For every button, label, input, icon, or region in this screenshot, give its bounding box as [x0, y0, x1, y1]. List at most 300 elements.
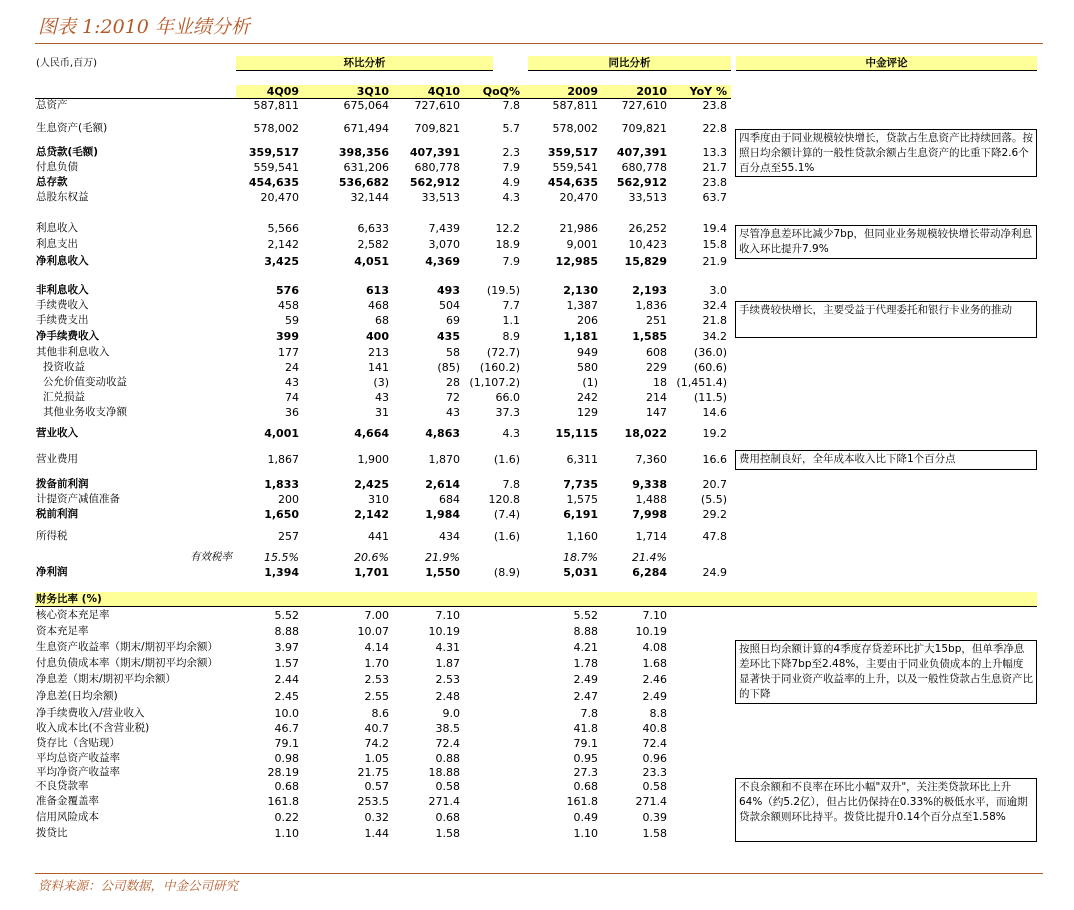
ratio-cell: 79.1	[274, 737, 299, 750]
table-cell: (160.2)	[479, 361, 520, 374]
table-cell: 5,566	[267, 222, 299, 235]
table-cell: 66.0	[495, 391, 520, 404]
ratio-cell: 0.58	[642, 780, 667, 793]
table-cell: 1,870	[428, 453, 460, 466]
table-cell: 14.6	[702, 406, 727, 419]
table-cell: 9,338	[632, 478, 667, 491]
page-title: 图表 1:2010 年业绩分析	[38, 16, 250, 38]
row-label: 计提资产减值准备	[36, 493, 120, 505]
table-cell: 23.8	[702, 176, 727, 189]
table-cell: 7.8	[502, 99, 520, 112]
table-cell: 398,356	[338, 146, 389, 159]
ratio-section-title: 财务比率 (%)	[36, 593, 102, 605]
table-cell: 19.2	[702, 427, 727, 440]
table-cell: 31	[375, 406, 389, 419]
table-cell: 28	[446, 376, 460, 389]
table-cell: (1.6)	[493, 530, 520, 543]
ratio-cell: 1.70	[364, 657, 389, 670]
table-cell: 2,130	[563, 284, 598, 297]
table-cell: 1,550	[425, 566, 460, 579]
ratio-cell: 7.10	[642, 609, 667, 622]
row-label: 其他业务收支净额	[43, 406, 127, 418]
table-cell: (19.5)	[486, 284, 520, 297]
table-cell: 458	[278, 299, 299, 312]
ratio-cell: 40.8	[642, 722, 667, 735]
ratio-cell: 40.7	[364, 722, 389, 735]
ratio-cell: 1.10	[274, 827, 299, 840]
ratio-cell: 10.19	[635, 625, 667, 638]
ratio-cell: 8.88	[274, 625, 299, 638]
table-cell: 74	[285, 391, 299, 404]
row-label: 总存款	[36, 176, 68, 188]
row-label: 非利息收入	[36, 284, 89, 296]
table-cell: 34.2	[702, 330, 727, 343]
ratio-cell: 46.7	[274, 722, 299, 735]
table-cell: 4,001	[264, 427, 299, 440]
row-label: 手续费支出	[36, 314, 89, 326]
table-cell: 6,633	[357, 222, 389, 235]
ratio-cell: 1.87	[435, 657, 460, 670]
row-label: 总资产	[36, 99, 68, 111]
ratio-cell: 10.19	[428, 625, 460, 638]
footer-rule	[35, 873, 1043, 874]
table-cell: (36.0)	[693, 346, 727, 359]
table-cell: 4.9	[502, 176, 520, 189]
ratio-cell: 4.31	[435, 641, 460, 654]
table-cell: 18.9	[495, 238, 520, 251]
table-cell: (60.6)	[693, 361, 727, 374]
table-cell: 5,031	[563, 566, 598, 579]
table-cell: 454,635	[248, 176, 299, 189]
ratio-cell: 4.14	[364, 641, 389, 654]
ratio-cell: 3.97	[274, 641, 299, 654]
table-cell: 1,900	[357, 453, 389, 466]
table-cell: 562,912	[409, 176, 460, 189]
column-header: 4Q10	[427, 85, 460, 98]
table-cell: 242	[577, 391, 598, 404]
table-cell: 69	[446, 314, 460, 327]
table-cell: 251	[646, 314, 667, 327]
table-cell: 631,206	[343, 161, 389, 174]
table-cell: 1,488	[635, 493, 667, 506]
row-label: 净手续费收入	[36, 330, 99, 342]
table-cell: 1,575	[566, 493, 598, 506]
ratio-cell: 2.46	[642, 673, 667, 686]
table-cell: 608	[646, 346, 667, 359]
ratio-cell: 271.4	[635, 795, 667, 808]
table-cell: 21.7	[702, 161, 727, 174]
table-cell: (72.7)	[486, 346, 520, 359]
row-label: 汇兑损益	[43, 391, 85, 403]
table-cell: (1)	[582, 376, 598, 389]
table-cell: 21.8	[702, 314, 727, 327]
table-cell: 468	[368, 299, 389, 312]
ratio-cell: 5.52	[274, 609, 299, 622]
table-cell: 407,391	[409, 146, 460, 159]
table-cell: 359,517	[547, 146, 598, 159]
ratio-cell: 2.47	[573, 690, 598, 703]
ratio-section-rule	[35, 606, 1037, 607]
table-cell: 43	[446, 406, 460, 419]
ratio-cell: 0.68	[573, 780, 598, 793]
ratio-cell: 0.32	[364, 811, 389, 824]
comment-net-interest-margin: 按照日均余额计算的4季度存贷差环比扩大15bp，但单季净息差环比下降7bp至2.48%，主要由于同业负债成本的上升幅度显著快于同业资产收益率的上升，以及一般性贷款占生息资产比的下降	[735, 640, 1037, 704]
ratio-cell: 7.10	[435, 609, 460, 622]
table-cell: 587,811	[552, 99, 598, 112]
group-underline-zj	[736, 70, 1037, 71]
table-cell: 7.9	[502, 161, 520, 174]
table-cell: (1.6)	[493, 453, 520, 466]
title-rule	[35, 43, 1043, 44]
ratio-label: 不良贷款率	[36, 780, 89, 792]
table-cell: 21,986	[559, 222, 598, 235]
column-header: QoQ%	[482, 85, 520, 98]
table-cell: 400	[366, 330, 389, 343]
table-cell: 2.3	[502, 146, 520, 159]
comment-asset-quality: 不良余额和不良率在环比小幅"双升"，关注类贷款环比上升64%（约5.2亿），但占比仍保持在0.33%的极低水平，而逾期贷款余额则环比持平。拨贷比提升0.14个百分点至1.58%	[735, 778, 1037, 842]
table-cell: 7.7	[502, 299, 520, 312]
table-cell: 229	[646, 361, 667, 374]
table-cell: 33,513	[421, 191, 460, 204]
ratio-label: 核心资本充足率	[36, 609, 110, 621]
ratio-cell: 10.07	[357, 625, 389, 638]
table-cell: 43	[285, 376, 299, 389]
table-cell: 7,735	[563, 478, 598, 491]
ratio-cell: 0.39	[642, 811, 667, 824]
table-cell: 3,070	[428, 238, 460, 251]
table-cell: 15.8	[702, 238, 727, 251]
table-cell: 20,470	[260, 191, 299, 204]
ratio-cell: 4.08	[642, 641, 667, 654]
table-cell: 4,369	[425, 255, 460, 268]
ratio-cell: 8.8	[649, 707, 667, 720]
table-cell: 536,682	[338, 176, 389, 189]
table-cell: 435	[437, 330, 460, 343]
table-cell: 12,985	[555, 255, 598, 268]
ratio-cell: 0.68	[435, 811, 460, 824]
row-label: 总股东权益	[36, 191, 89, 203]
ratio-cell: 10.0	[274, 707, 299, 720]
table-cell: 6,284	[632, 566, 667, 579]
ratio-label: 净手续费收入/营业收入	[36, 707, 145, 719]
ratio-cell: 0.68	[274, 780, 299, 793]
ratio-label: 生息资产收益率（期末/期初平均余额）	[36, 641, 219, 653]
table-cell: 1,867	[267, 453, 299, 466]
row-label: 净利润	[36, 566, 68, 578]
row-label: 利息支出	[36, 238, 78, 250]
ratio-cell: 5.52	[573, 609, 598, 622]
table-cell: 72	[446, 391, 460, 404]
group-underline-tb	[528, 70, 731, 71]
table-cell: 1,650	[264, 508, 299, 521]
row-label: 其他非利息收入	[36, 346, 110, 358]
table-cell: 399	[276, 330, 299, 343]
table-cell: 949	[577, 346, 598, 359]
table-cell: 1,714	[635, 530, 667, 543]
row-label: 利息收入	[36, 222, 78, 234]
row-label: 公允价值变动收益	[43, 376, 127, 388]
table-cell: (7.4)	[493, 508, 520, 521]
ratio-cell: 38.5	[435, 722, 460, 735]
table-cell: 129	[577, 406, 598, 419]
column-header: 3Q10	[356, 85, 389, 98]
table-cell: (1,451.4)	[676, 376, 727, 389]
table-cell: 684	[439, 493, 460, 506]
table-cell: 33,513	[628, 191, 667, 204]
comment-balance-sheet: 四季度由于同业规模较快增长，贷款占生息资产比持续回落。按照日均余额计算的一般性贷款余额占生息资产的比重下降2.6个百分点至55.1%	[735, 129, 1037, 177]
table-cell: 2,142	[354, 508, 389, 521]
table-cell: 3.0	[709, 284, 727, 297]
table-cell: 6,191	[563, 508, 598, 521]
ratio-cell: 0.22	[274, 811, 299, 824]
ratio-label: 平均净资产收益率	[36, 766, 120, 778]
row-label: 生息资产(毛额)	[36, 122, 108, 134]
table-cell: 47.8	[702, 530, 727, 543]
table-cell: 37.3	[495, 406, 520, 419]
ratio-cell: 0.95	[573, 752, 598, 765]
table-cell: 1,160	[566, 530, 598, 543]
group-header-zj: 中金评论	[865, 57, 908, 69]
ratio-cell: 1.57	[274, 657, 299, 670]
table-cell: 21.4%	[632, 551, 667, 564]
ratio-cell: 1.10	[573, 827, 598, 840]
ratio-cell: 0.88	[435, 752, 460, 765]
ratio-label: 拨贷比	[36, 827, 68, 839]
table-cell: 214	[646, 391, 667, 404]
table-cell: 4.3	[502, 427, 520, 440]
table-cell: 9,001	[566, 238, 598, 251]
ratio-cell: 161.8	[566, 795, 598, 808]
table-cell: 1,387	[566, 299, 598, 312]
column-header: 4Q09	[266, 85, 299, 98]
table-cell: 59	[285, 314, 299, 327]
table-cell: 32.4	[702, 299, 727, 312]
table-cell: 7,360	[635, 453, 667, 466]
table-cell: 2,425	[354, 478, 389, 491]
ratio-cell: 23.3	[642, 766, 667, 779]
table-cell: 8.9	[502, 330, 520, 343]
table-cell: 1,984	[425, 508, 460, 521]
ratio-label: 平均总资产收益率	[36, 752, 120, 764]
ratio-cell: 72.4	[642, 737, 667, 750]
table-cell: 2,614	[425, 478, 460, 491]
table-cell: 15,115	[555, 427, 598, 440]
table-cell: 727,610	[621, 99, 667, 112]
row-label: 所得税	[36, 530, 68, 542]
ratio-cell: 21.75	[357, 766, 389, 779]
ratio-label: 净息差（期末/期初平均余额）	[36, 673, 177, 685]
source-note: 资料来源：公司数据，中金公司研究	[38, 878, 239, 893]
table-cell: 671,494	[343, 122, 389, 135]
table-cell: 680,778	[414, 161, 460, 174]
table-cell: 576	[276, 284, 299, 297]
table-cell: 680,778	[621, 161, 667, 174]
table-cell: 2,193	[632, 284, 667, 297]
ratio-cell: 2.55	[364, 690, 389, 703]
table-cell: 13.3	[702, 146, 727, 159]
table-cell: 2,142	[267, 238, 299, 251]
comment-fee-income: 手续费较快增长，主要受益于代理委托和银行卡业务的推动	[735, 301, 1037, 338]
group-header-tb: 同比分析	[608, 57, 651, 69]
ratio-cell: 18.88	[428, 766, 460, 779]
row-label: 有效税率	[190, 551, 232, 563]
ratio-cell: 27.3	[573, 766, 598, 779]
column-header: YoY %	[689, 85, 727, 98]
table-cell: (3)	[373, 376, 389, 389]
ratio-cell: 161.8	[267, 795, 299, 808]
table-cell: 559,541	[253, 161, 299, 174]
table-cell: 1,836	[635, 299, 667, 312]
table-cell: 1,833	[264, 478, 299, 491]
table-cell: 7.8	[502, 478, 520, 491]
table-cell: 580	[577, 361, 598, 374]
ratio-cell: 1.68	[642, 657, 667, 670]
table-cell: 5.7	[502, 122, 520, 135]
ratio-cell: 8.6	[371, 707, 389, 720]
table-cell: 147	[646, 406, 667, 419]
group-header-hb: 环比分析	[343, 57, 386, 69]
table-cell: (11.5)	[693, 391, 727, 404]
table-cell: 578,002	[552, 122, 598, 135]
table-cell: 675,064	[343, 99, 389, 112]
ratio-cell: 8.88	[573, 625, 598, 638]
table-cell: 24.9	[702, 566, 727, 579]
ratio-cell: 7.00	[364, 609, 389, 622]
ratio-cell: 0.96	[642, 752, 667, 765]
table-cell: (5.5)	[700, 493, 727, 506]
table-cell: 434	[439, 530, 460, 543]
table-cell: 206	[577, 314, 598, 327]
table-cell: 4,664	[354, 427, 389, 440]
table-cell: 15,829	[624, 255, 667, 268]
table-cell: 20,470	[559, 191, 598, 204]
table-cell: 493	[437, 284, 460, 297]
table-cell: 18,022	[624, 427, 667, 440]
table-cell: 32,144	[350, 191, 389, 204]
row-label: 税前利润	[36, 508, 78, 520]
table-cell: 21.9%	[425, 551, 460, 564]
table-cell: 3,425	[264, 255, 299, 268]
table-cell: 727,610	[414, 99, 460, 112]
ratio-cell: 1.58	[435, 827, 460, 840]
ratio-cell: 79.1	[573, 737, 598, 750]
row-label: 总贷款(毛额)	[36, 146, 99, 158]
table-cell: 6,311	[566, 453, 598, 466]
ratio-cell: 2.49	[573, 673, 598, 686]
table-cell: 454,635	[547, 176, 598, 189]
table-cell: 1,585	[632, 330, 667, 343]
table-cell: 19.4	[702, 222, 727, 235]
table-cell: 578,002	[253, 122, 299, 135]
table-cell: 20.6%	[354, 551, 389, 564]
ratio-cell: 2.53	[364, 673, 389, 686]
row-label: 营业费用	[36, 453, 78, 465]
ratio-cell: 28.19	[267, 766, 299, 779]
table-cell: 18.7%	[563, 551, 598, 564]
table-cell: 559,541	[552, 161, 598, 174]
table-cell: (8.9)	[493, 566, 520, 579]
ratio-cell: 0.98	[274, 752, 299, 765]
ratio-cell: 1.05	[364, 752, 389, 765]
ratio-label: 净息差(日均余额)	[36, 690, 118, 702]
ratio-cell: 41.8	[573, 722, 598, 735]
row-label: 拨备前利润	[36, 478, 89, 490]
table-cell: 26,252	[628, 222, 667, 235]
ratio-cell: 2.53	[435, 673, 460, 686]
comment-operating-cost: 费用控制良好，全年成本收入比下降1个百分点	[735, 450, 1037, 470]
table-cell: 4.3	[502, 191, 520, 204]
table-cell: 141	[368, 361, 389, 374]
ratio-label: 收入成本比(不含营业税)	[36, 722, 150, 734]
table-cell: 4,051	[354, 255, 389, 268]
ratio-cell: 74.2	[364, 737, 389, 750]
table-cell: 709,821	[621, 122, 667, 135]
table-cell: 310	[368, 493, 389, 506]
comment-net-interest: 尽管净息差环比减少7bp，但同业业务规模较快增长带动净利息收入环比提升7.9%	[735, 225, 1037, 259]
table-cell: 359,517	[248, 146, 299, 159]
ratio-cell: 0.58	[435, 780, 460, 793]
row-label: 投资收益	[43, 361, 85, 373]
table-cell: 10,423	[628, 238, 667, 251]
table-cell: 120.8	[488, 493, 520, 506]
table-cell: 58	[446, 346, 460, 359]
row-label: 手续费收入	[36, 299, 89, 311]
table-cell: 2,582	[357, 238, 389, 251]
table-cell: 562,912	[616, 176, 667, 189]
table-cell: 24	[285, 361, 299, 374]
ratio-cell: 1.58	[642, 827, 667, 840]
table-cell: 257	[278, 530, 299, 543]
table-cell: 7.9	[502, 255, 520, 268]
table-cell: 4,863	[425, 427, 460, 440]
ratio-cell: 7.8	[580, 707, 598, 720]
table-cell: 23.8	[702, 99, 727, 112]
ratio-label: 信用风险成本	[36, 811, 99, 823]
ratio-cell: 271.4	[428, 795, 460, 808]
table-cell: (85)	[437, 361, 460, 374]
group-underline-hb	[236, 70, 493, 71]
ratio-cell: 0.49	[573, 811, 598, 824]
table-cell: 1,701	[354, 566, 389, 579]
table-cell: 22.8	[702, 122, 727, 135]
ratio-cell: 1.44	[364, 827, 389, 840]
ratio-cell: 1.78	[573, 657, 598, 670]
column-header: 2009	[567, 85, 598, 98]
table-cell: 504	[439, 299, 460, 312]
table-cell: 16.6	[702, 453, 727, 466]
ratio-cell: 4.21	[573, 641, 598, 654]
table-cell: 18	[653, 376, 667, 389]
row-label: 营业收入	[36, 427, 78, 439]
table-cell: 36	[285, 406, 299, 419]
table-cell: 1.1	[502, 314, 520, 327]
ratio-cell: 2.44	[274, 673, 299, 686]
table-cell: 587,811	[253, 99, 299, 112]
table-cell: 1,181	[563, 330, 598, 343]
table-cell: (1,107.2)	[469, 376, 520, 389]
table-cell: 29.2	[702, 508, 727, 521]
ratio-cell: 253.5	[357, 795, 389, 808]
ratio-cell: 2.48	[435, 690, 460, 703]
ratio-cell: 72.4	[435, 737, 460, 750]
table-cell: 63.7	[702, 191, 727, 204]
table-cell: 20.7	[702, 478, 727, 491]
table-cell: 441	[368, 530, 389, 543]
table-cell: 213	[368, 346, 389, 359]
ratio-label: 贷存比（含贴现）	[36, 737, 120, 749]
table-cell: 613	[366, 284, 389, 297]
column-header: 2010	[636, 85, 667, 98]
